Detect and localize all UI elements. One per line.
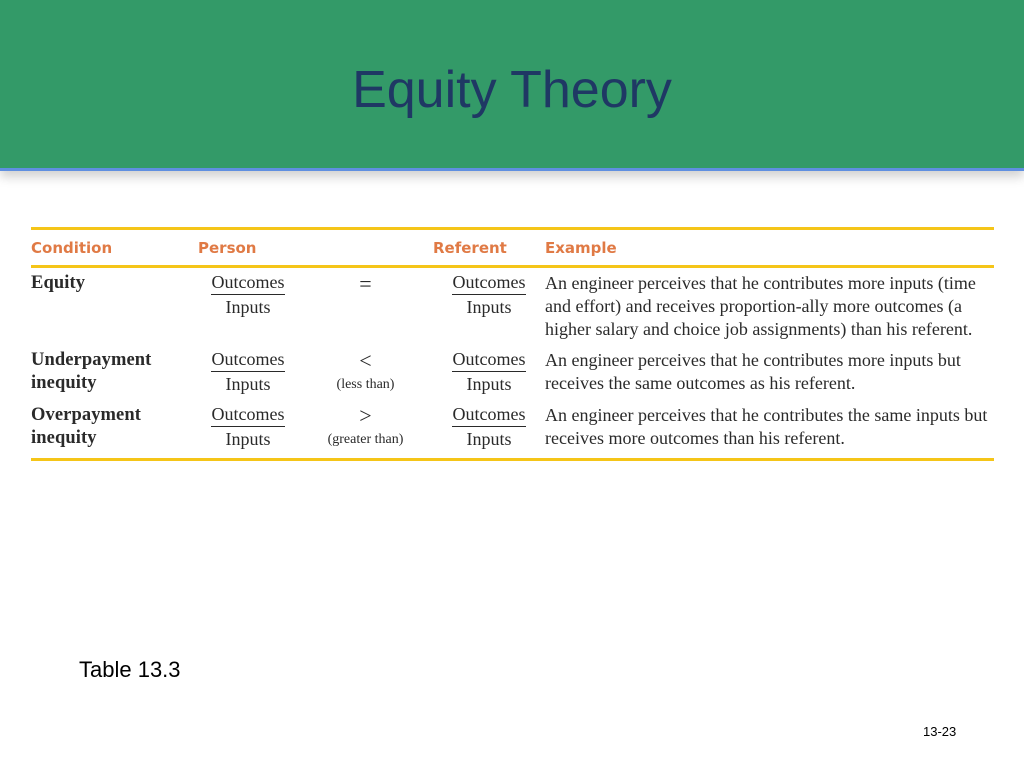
comparison-symbol: < — [359, 348, 372, 373]
table-header-row — [31, 229, 994, 267]
person-ratio — [198, 400, 298, 460]
header-condition: Condition — [31, 229, 198, 267]
referent-ratio — [433, 345, 545, 400]
table-row — [31, 345, 994, 400]
condition-label: Overpayment — [31, 405, 142, 425]
person-inputs: Inputs — [225, 374, 271, 394]
person-inputs: Inputs — [225, 429, 271, 449]
referent-inputs: Inputs — [466, 429, 512, 449]
referent-outcomes: Outcomes — [452, 272, 527, 295]
person-outcomes: Outcomes — [211, 404, 286, 427]
header-example: Example — [545, 229, 994, 267]
page-number: 13-23 — [923, 724, 957, 739]
condition-label-line2: inequity — [31, 428, 97, 448]
condition-cell — [31, 400, 198, 460]
referent-outcomes: Outcomes — [452, 404, 527, 427]
condition-label: Equity — [31, 273, 86, 293]
referent-ratio — [433, 267, 545, 346]
comparison-symbol: = — [359, 271, 372, 296]
person-outcomes: Outcomes — [211, 349, 286, 372]
header-referent: Referent — [433, 229, 545, 267]
referent-outcomes: Outcomes — [452, 349, 527, 372]
person-ratio — [198, 267, 298, 346]
table-row — [31, 400, 994, 460]
person-ratio — [198, 345, 298, 400]
example-text: An engineer perceives that he contributes more inputs (time and effort) and receives proportion-ally more outcomes (a higher salary and choice job assignments) than his referent. — [545, 273, 976, 339]
person-inputs: Inputs — [225, 297, 271, 317]
example-text: An engineer perceives that he contributes more inputs but receives the same outcomes as his referent. — [545, 350, 961, 393]
condition-cell — [31, 267, 198, 346]
condition-label-line2: inequity — [31, 373, 97, 393]
table-caption: Table 13.3 — [79, 657, 181, 682]
comparison-symbol: > — [359, 403, 372, 428]
referent-ratio — [433, 400, 545, 460]
comparison-cell — [298, 345, 433, 400]
equity-theory-table — [31, 227, 994, 461]
example-text: An engineer perceives that he contributes the same inputs but receives more outcomes than his referent. — [545, 400, 994, 460]
slide-title: Equity Theory — [352, 61, 672, 119]
header-relation — [298, 229, 433, 267]
table-row — [31, 267, 994, 346]
condition-label: Underpayment — [31, 350, 152, 370]
person-outcomes: Outcomes — [211, 272, 286, 295]
header-person: Person — [198, 229, 298, 267]
comparison-cell — [298, 400, 433, 460]
condition-cell — [31, 345, 198, 400]
comparison-note: (less than) — [336, 377, 395, 392]
comparison-cell — [298, 267, 433, 346]
comparison-note: (greater than) — [327, 432, 404, 447]
referent-inputs: Inputs — [466, 297, 512, 317]
referent-inputs: Inputs — [466, 374, 512, 394]
